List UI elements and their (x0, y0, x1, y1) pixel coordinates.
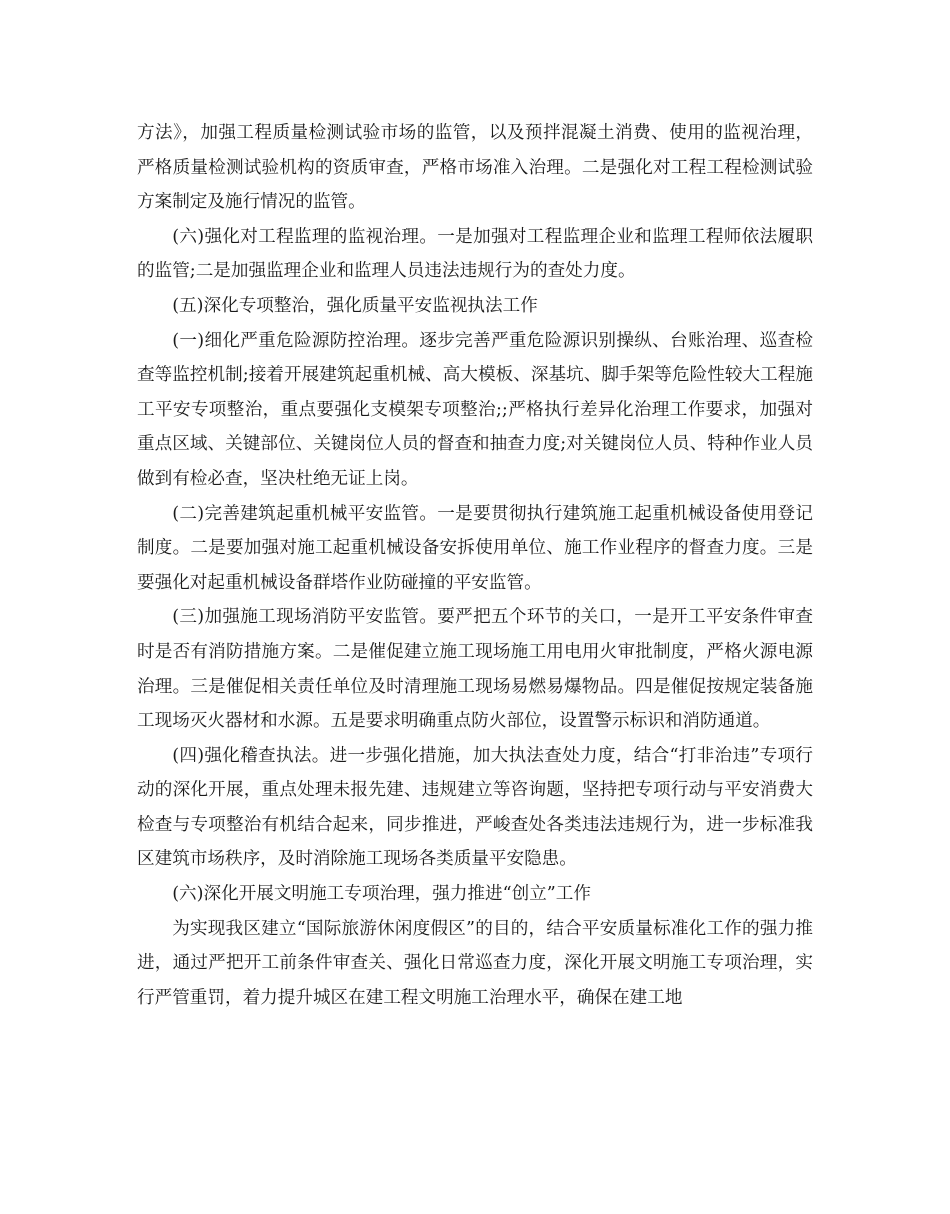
paragraph-4: (二)完善建筑起重机械平安监管。一是要贯彻执行建筑施工起重机械设备使用登记制度。二是要加强对施工起重机械设备安拆使用单位、施工作业程序的督查力度。三是要强化对起重机械设备群塔作业防碰撞的平安监管。 (137, 503, 813, 593)
paragraph-3: (一)细化严重危险源防控治理。逐步完善严重危险源识别操纵、台账治理、巡查检查等监控机制;接着开展建筑起重机械、高大模板、深基坑、脚手架等危险性较大工程施工平安专项整治，重点要强化支模架专项整治;;严格执行差异化治理工作要求，加强对重点区域、关键部位、关键岗位人员的督查和抽查力度;对关键岗位人员、特种作业人员做到有检必查，坚决杜绝无证上岗。 (137, 330, 813, 489)
paragraph-1: 方法》，加强工程质量检测试验市场的监管，以及预拌混凝土消费、使用的监视治理，严格质量检测试验机构的资质审查，严格市场准入治理。二是强化对工程工程检测试验方案制定及施行情况的监管。 (137, 123, 813, 213)
paragraph-6: (四)强化稽查执法。进一步强化措施，加大执法查处力度，结合“打非治违”专项行动的深化开展，重点处理未报先建、违规建立等咨询题，坚持把专项行动与平安消费大检查与专项整治有机结合起来，同步推进，严峻查处各类违法违规行为，进一步标准我区建筑市场秩序，及时消除施工现场各类质量平安隐患。 (137, 745, 813, 870)
paragraph-2: (六)强化对工程监理的监视治理。一是加强对工程监理企业和监理工程师依法履职的监管;二是加强监理企业和监理人员违法违规行为的查处力度。 (137, 226, 813, 282)
paragraph-5: (三)加强施工现场消防平安监管。要严把五个环节的关口，一是开工平安条件审查时是否有消防措施方案。二是催促建立施工现场施工用电用火审批制度，严格火源电源治理。三是催促相关责任单位及时清理施工现场易燃易爆物品。四是催促按规定装备施工现场灭火器材和水源。五是要求明确重点防火部位，设置警示标识和消防通道。 (137, 607, 813, 732)
section-heading-6: (六)深化开展文明施工专项治理，强力推进“创立”工作 (172, 884, 591, 905)
section-heading-5: (五)深化专项整治，强化质量平安监视执法工作 (172, 295, 538, 316)
paragraph-7: 为实现我区建立“国际旅游休闲度假区”的目的，结合平安质量标准化工作的强力推进，通过严把开工前条件审查关、强化日常巡查力度，深化开展文明施工专项治理，实行严管重罚，着力提升城区在建工程文明施工治理水平，确保在建工地 (137, 918, 813, 1008)
document-page (137, 116, 813, 1015)
